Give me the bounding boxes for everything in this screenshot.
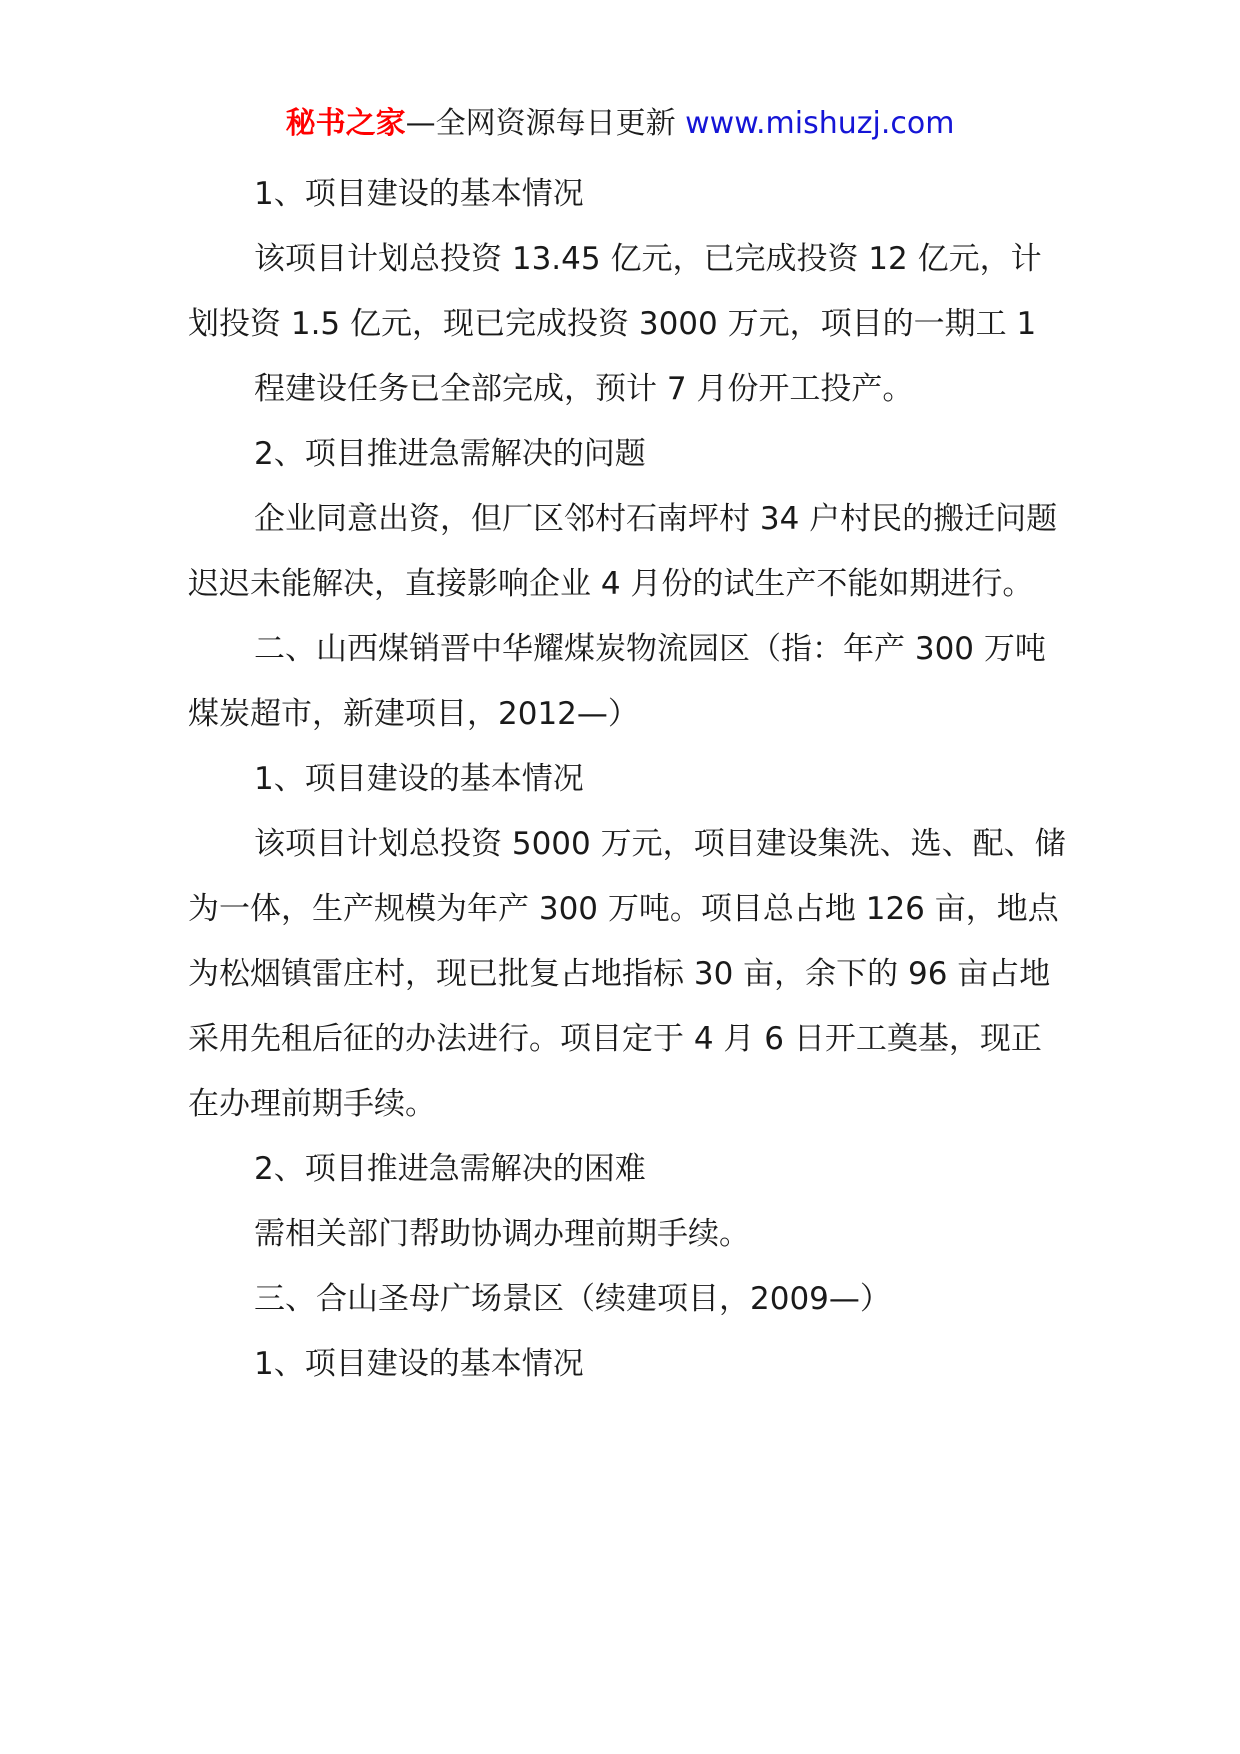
- paragraph: 程建设任务已全部完成，预计 7 月份开工投产。: [254, 371, 914, 407]
- paragraph: 企业同意出资，但厂区邻村石南坪村 34 户村民的搬迁问题迟迟未能解决，直接影响企业 4 月份的试生产不能如期进行。: [188, 501, 1058, 602]
- header-tagline: —全网资源每日更新: [405, 106, 676, 141]
- paragraph: 三、合山圣母广场景区（续建项目，2009—）: [254, 1281, 891, 1317]
- brand-name: 秘书之家: [285, 106, 406, 141]
- site-url-link[interactable]: www.mishuzj.com: [685, 106, 955, 141]
- paragraph: 1、项目建设的基本情况: [254, 176, 584, 212]
- paragraph: 2、项目推进急需解决的问题: [254, 436, 646, 472]
- site-header: [0, 104, 1240, 144]
- paragraph: 二、山西煤销晋中华耀煤炭物流园区（指：年产 300 万吨煤炭超市，新建项目，2012—）: [188, 631, 1046, 732]
- paragraph: 1、项目建设的基本情况: [254, 761, 584, 797]
- paragraph: 需相关部门帮助协调办理前期手续。: [254, 1216, 750, 1252]
- document-body: [188, 162, 1068, 1397]
- paragraph: 2、项目推进急需解决的困难: [254, 1151, 646, 1187]
- paragraph: 1、项目建设的基本情况: [254, 1346, 584, 1382]
- paragraph: 该项目计划总投资 5000 万元，项目建设集洗、选、配、储为一体，生产规模为年产 300 万吨。项目总占地 126 亩，地点为松烟镇雷庄村，现已批复占地指标 30 亩，余下的 96 亩占地采用先租后征的办法进行。项目定于 4 月 6 日开工奠基，现正在办理前期手续。: [188, 826, 1066, 1122]
- paragraph: 该项目计划总投资 13.45 亿元，已完成投资 12 亿元，计划投资 1.5 亿元，现已完成投资 3000 万元，项目的一期工 1: [188, 241, 1042, 342]
